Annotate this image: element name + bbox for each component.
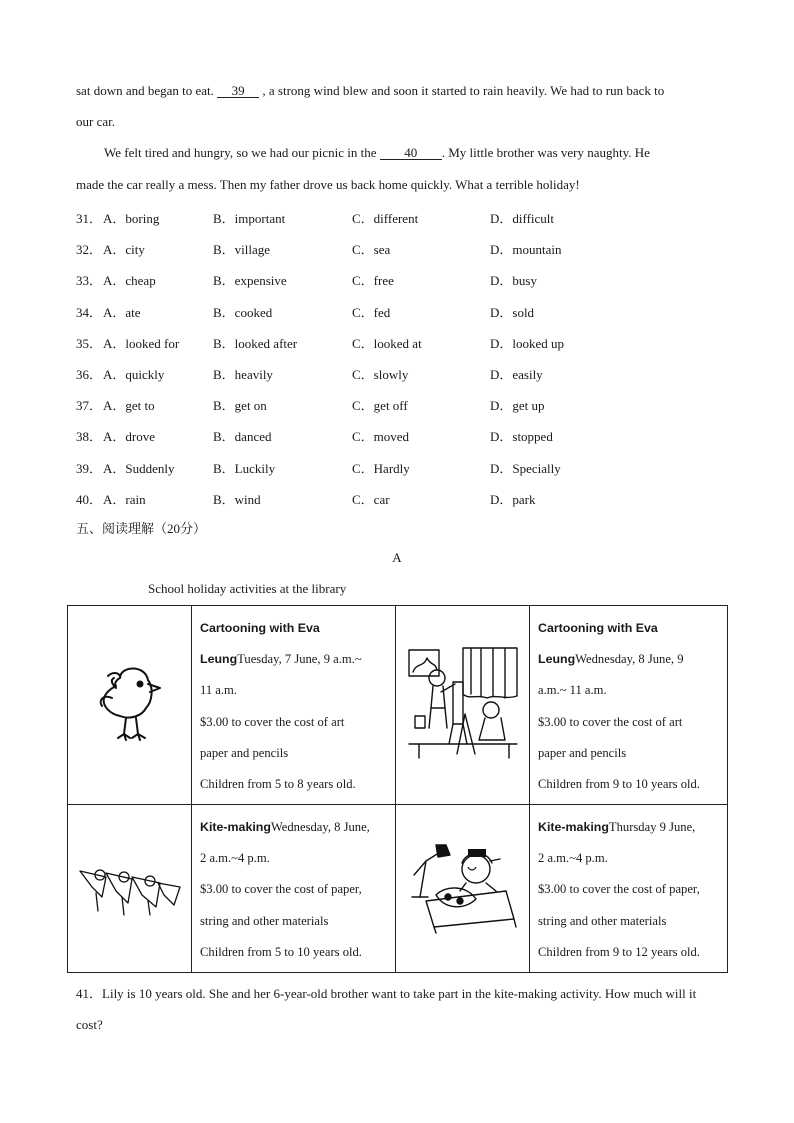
- activities-table: [67, 605, 728, 973]
- option-a: A．rain: [103, 492, 146, 507]
- table-caption: School holiday activities at the library: [148, 581, 347, 596]
- option-d: D．Specially: [490, 461, 561, 476]
- option-b: B．wind: [213, 492, 261, 507]
- option-c: C．looked at: [352, 336, 422, 351]
- option-b: B．looked after: [213, 336, 298, 351]
- question-40-options: 40． A．rain B．wind C．car D．park: [76, 489, 726, 509]
- question-37-options: 37． A．get to B．get on C．get off D．get up: [76, 395, 726, 415]
- question-33-options: 33． A．cheap B．expensive C．free D．busy: [76, 270, 726, 290]
- option-c: C．slowly: [352, 367, 409, 382]
- passage-line-2: our car.: [76, 114, 115, 129]
- option-c: C．fed: [352, 305, 391, 320]
- passage-line-1: sat down and began to eat. 39 , a strong wind blew and soon it started to rain heavily. We had to run back to: [76, 83, 665, 98]
- option-c: C．free: [352, 273, 394, 288]
- option-b: B．heavily: [213, 367, 273, 382]
- art-class-icon: [405, 644, 521, 762]
- section-heading: 五、阅读理解（20分）: [76, 521, 207, 536]
- option-c: C．Hardly: [352, 461, 410, 476]
- activity-kite-wednesday: Kite-makingWednesday, 8 June, 2 a.m.~4 p.m. $3.00 to cover the cost of paper, string and other materials Children from 5 to 10 years old.: [192, 805, 396, 973]
- option-d: D．park: [490, 492, 536, 507]
- question-39-options: 39． A．Suddenly B．Luckily C．Hardly D．Specially: [76, 458, 726, 478]
- passage-line-3: We felt tired and hungry, so we had our picnic in the 40 . My little brother was very naughty. He: [104, 145, 650, 160]
- option-a: A．Suddenly: [103, 461, 175, 476]
- option-d: D．difficult: [490, 211, 555, 226]
- option-b: B．Luckily: [213, 461, 276, 476]
- option-c: C．get off: [352, 398, 408, 413]
- blank-39: 39: [217, 84, 259, 98]
- option-a: A．looked for: [103, 336, 180, 351]
- chick-icon: [90, 658, 170, 748]
- question-31-options: 31． A．boring B．important C．different D．difficult: [76, 208, 726, 228]
- drawing-class-illustration: [396, 606, 530, 805]
- option-d: D．sold: [490, 305, 535, 320]
- question-38-options: 38． A．drove B．danced C．moved D．stopped: [76, 426, 726, 446]
- option-a: A．boring: [103, 211, 160, 226]
- passage-line-4: made the car really a mess. Then my father drove us back home quickly. What a terrible holiday!: [76, 177, 580, 192]
- option-a: A．get to: [103, 398, 155, 413]
- boy-drawing-icon: [406, 839, 520, 935]
- option-c: C．moved: [352, 429, 410, 444]
- option-b: B．expensive: [213, 273, 287, 288]
- option-b: B．get on: [213, 398, 267, 413]
- option-d: D．get up: [490, 398, 545, 413]
- boy-making-kite-illustration: [396, 805, 530, 973]
- option-a: A．ate: [103, 305, 141, 320]
- option-b: B．village: [213, 242, 271, 257]
- option-d: D．busy: [490, 273, 537, 288]
- activity-cartooning-tuesday: Cartooning with Eva LeungTuesday, 7 June, 9 a.m.~ 11 a.m. $3.00 to cover the cost of art paper and pencils Children from 5 to 8 years old.: [192, 606, 396, 805]
- question-34-options: 34． A．ate B．cooked C．fed D．sold: [76, 302, 726, 322]
- kites-illustration: [68, 805, 192, 973]
- kite-icon: [76, 857, 184, 917]
- activity-kite-thursday: Kite-makingThursday 9 June, 2 a.m.~4 p.m. $3.00 to cover the cost of paper, string and other materials Children from 9 to 12 years old.: [530, 805, 728, 973]
- option-d: D．looked up: [490, 336, 565, 351]
- blank-40: 40: [380, 146, 442, 160]
- option-a: A．cheap: [103, 273, 156, 288]
- question-36-options: 36． A．quickly B．heavily C．slowly D．easily: [76, 364, 726, 384]
- option-c: C．sea: [352, 242, 391, 257]
- option-a: A．city: [103, 242, 145, 257]
- question-35-options: 35． A．looked for B．looked after C．looked at D．looked up: [76, 333, 726, 353]
- question-32-options: 32． A．city B．village C．sea D．mountain: [76, 239, 726, 259]
- activity-cartooning-wednesday: Cartooning with Eva LeungWednesday, 8 June, 9 a.m.~ 11 a.m. $3.00 to cover the cost of art paper and pencils Children from 9 to 10 years old.: [530, 606, 728, 805]
- option-b: B．cooked: [213, 305, 273, 320]
- table-row: [68, 606, 728, 805]
- option-b: B．danced: [213, 429, 272, 444]
- question-41: 41．Lily is 10 years old. She and her 6-year-old brother want to take part in the kite-making activity. How much will it cost?: [76, 986, 697, 1032]
- chick-illustration: [68, 606, 192, 805]
- option-d: D．stopped: [490, 429, 553, 444]
- option-b: B．important: [213, 211, 286, 226]
- table-row: [68, 805, 728, 973]
- option-a: A．quickly: [103, 367, 165, 382]
- option-c: C．car: [352, 492, 390, 507]
- section-letter: A: [392, 550, 402, 565]
- option-a: A．drove: [103, 429, 155, 444]
- option-d: D．easily: [490, 367, 543, 382]
- option-d: D．mountain: [490, 242, 562, 257]
- option-c: C．different: [352, 211, 419, 226]
